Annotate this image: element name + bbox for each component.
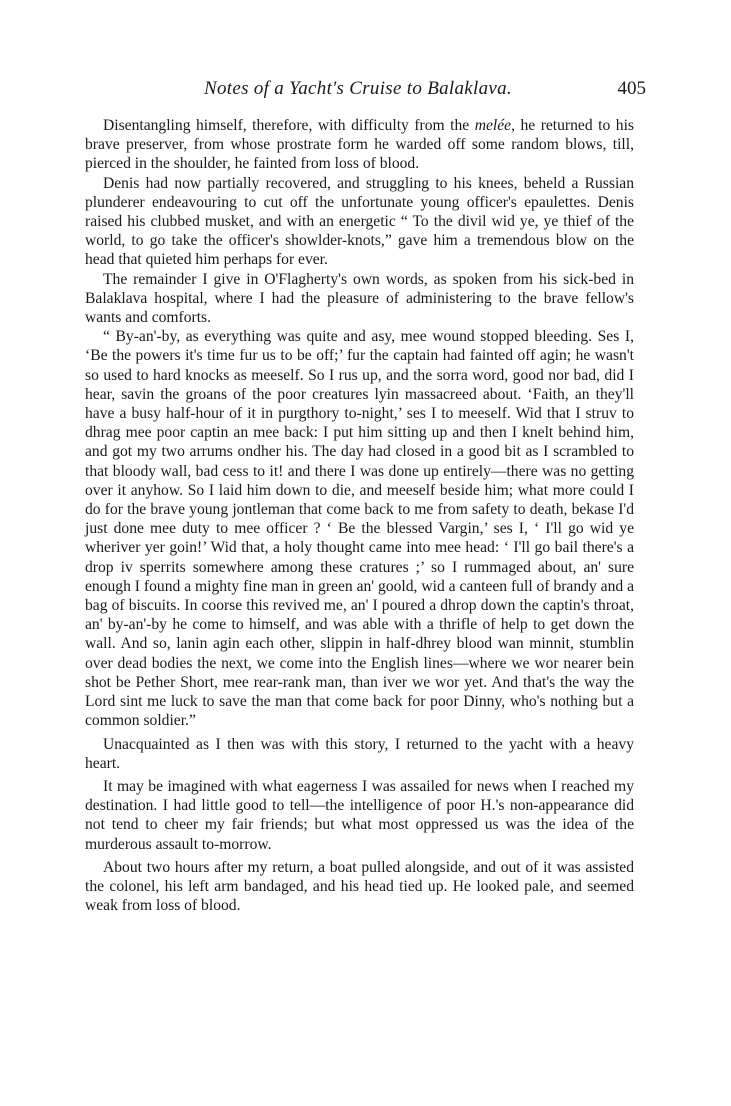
paragraph-oflagherty-account: “ By-an'-by, as everything was quite and asy, mee wound stopped bleeding. Ses I, ‘Be the powers it's time fur us to be off;’ fur the captain had fainted off agin; he wasn't so used to hard knocks as meeself. So I rus up, and the sorra word, good nor bad, did I hear, savin the groans of the poor creatures lyin massacreed about. ‘Faith, an they'll have a busy half-hour of it in purgthory to-night,’ ses I to meeself. Wid that I struv to dhrag mee poor captin an mee back: I put him sitting up and then I knelt behind him, and got my two arrums ondher his. The day had closed in a good bit as I scrambled to that bloody wall, bad cess to it! and there I was done up entirely—there was no getting over it anyhow. So I laid him down to die, and meeself beside him; what more could I do for the brave young jontleman that come back to me from safety to death, bekase I'd just done mee duty to mee officer ? ‘ Be the blessed Vargin,’ ses I, ‘ I'll go wid ye wheriver yer goin!’ Wid that, a holy thought came into mee head: ‘ I'll go bail there's a drop iv sperrits somewhere among these cratures ;’ so I rummaged about, an' sure enough I found a mighty fine man in green an' goold, wid a canteen full of brandy and a bag of biscuits. In coorse this revived me, an' I poured a dhrop down the captin's throat, an' by-an'-by he come to himself, and was able with a thrifle of help to get down the wall. And so, lanin agin each other, slippin in half-dhrey blood wan minnit, stumblin over dead bodies the next, we come into the English lines—where we wor nearer bein shot be Pether Short, mee rear-rank man, than iver we wor yet. And that's the way the Lord sint me luck to save the man that come back for poor Dinny, who's nothing but a common soldier.” [85, 328, 634, 730]
paragraph-eagerness: It may be imagined with what eagerness I was assailed for news when I reached my destination. I had little good to tell—the intelligence of poor H.'s non-appearance did not tend to cheer my fair friends; but what most oppressed us was the idea of the murderous assault to-morrow. [85, 777, 634, 853]
paragraph-remainder: The remainder I give in O'Flagherty's own words, as spoken from his sick-bed in Balaklava hospital, where I had the pleasure of administering to the brave fellow's wants and comforts. [85, 270, 634, 327]
paragraph-boat-alongside: About two hours after my return, a boat pulled alongside, and out of it was assisted the colonel, his left arm bandaged, and his head tied up. He looked pale, and seemed weak from loss of blood. [85, 858, 634, 915]
running-title: Notes of a Yacht's Cruise to Balaklava. [204, 78, 512, 99]
paragraph-disentangling: Disentangling himself, therefore, with difficulty from the melée, he returned to his brave preserver, from whose prostrate form he warded off some random blows, till, pierced in the shoulder, he fainted from loss of blood. [85, 117, 634, 173]
body-text [85, 116, 634, 915]
page-number: 405 [617, 78, 646, 99]
paragraph-denis-recovered: Denis had now partially recovered, and struggling to his knees, beheld a Russian plunderer endeavouring to cut off the unfortunate young officer's epaulettes. Denis raised his clubbed musket, and with an energetic “ To the divil wid ye, ye thief of the world, to go take the officer's showlder-knots,” gave him a tremendous blow on the head that quieted him perhaps for ever. [85, 174, 634, 269]
paragraph-unacquainted: Unacquainted as I then was with this story, I returned to the yacht with a heavy heart. [85, 735, 634, 772]
running-head [86, 78, 646, 104]
